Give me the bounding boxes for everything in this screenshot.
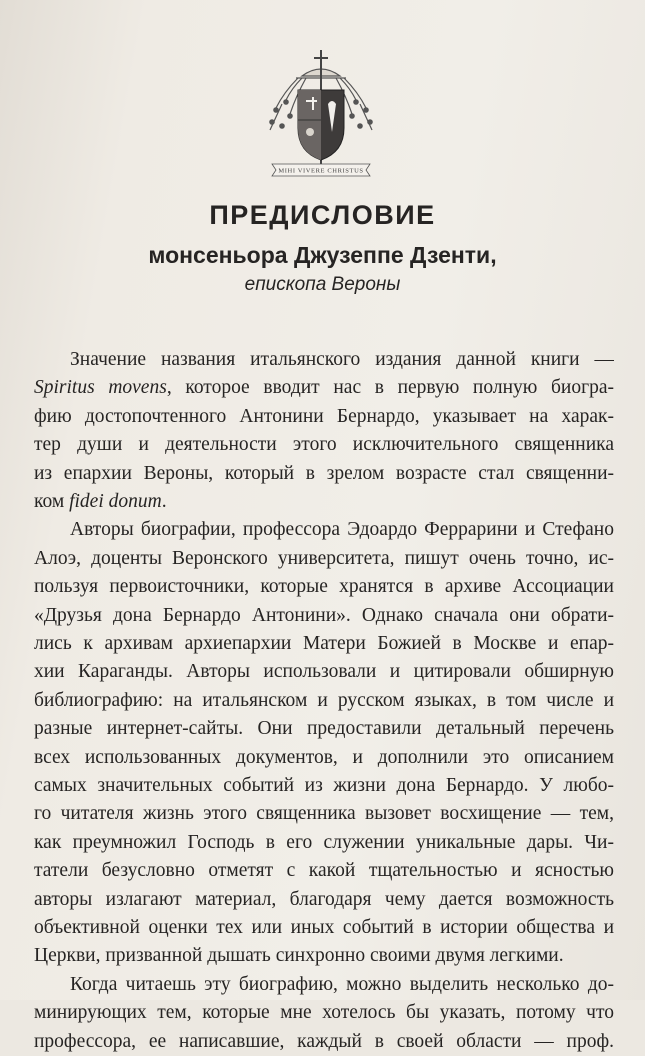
text-line: объективной оценки тех или иных событий в истории общества и	[34, 917, 614, 938]
motto-text: MIHI VIVERE CHRISTUS	[278, 167, 364, 175]
text-line: авторы излагают материал, благодаря чему дается возможность	[34, 888, 614, 910]
text-line: Церкви, призванной дышать синхронно своими двумя легкими.	[34, 945, 564, 967]
page-subtitle-role: епископа Вероны	[244, 274, 401, 295]
page-subtitle: монсеньора Джузеппе Дзенти,	[148, 242, 497, 268]
motto-scroll	[272, 164, 370, 176]
text-line: го читателя жизнь этого священника вызовет восхищение — тем,	[34, 803, 614, 825]
shield-icon	[298, 90, 344, 160]
text-line: ком fidei donum.	[34, 491, 167, 512]
text-line: Значение названия итальянского издания данной книги —	[70, 349, 614, 370]
text-line: «Друзья дона Бернардо Антонини». Однако сначала они обрати-	[34, 604, 614, 626]
text-line: Spiritus movens, которое вводит нас в первую полную биогра-	[34, 377, 614, 399]
page-title: ПРЕДИСЛОВИЕ	[209, 200, 436, 230]
text-line: минирующих тем, которые мне хотелось бы указать, потому что	[34, 1002, 614, 1024]
text-line: профессора, ее написавшие, каждый в своей области — проф.	[34, 1030, 614, 1052]
text-line: фию достопочтенного Антонини Бернардо, указывает на харак-	[34, 405, 614, 427]
text-line: тер души и деятельности этого исключительного священника	[34, 434, 614, 456]
text-line: из епархии Вероны, который в зрелом возрасте стал священни-	[34, 462, 614, 484]
text-line: лись к архивам архиепархии Матери Божией в Москве и епар-	[34, 633, 614, 654]
episcopal-coat-of-arms	[262, 48, 380, 188]
text-line: хии Караганды. Авторы использовали и цитировали обширную	[34, 661, 614, 683]
text-line: как преумножил Господь в его служении уникальные дары. Чи-	[34, 831, 614, 853]
text-line: Авторы биографии, профессора Эдоардо Феррарини и Стефано	[70, 519, 614, 541]
text-line: Когда читаешь эту биографию, можно выделить несколько до-	[70, 973, 614, 995]
text-line: разные интернет-сайты. Они предоставили детальный перечень	[34, 718, 614, 740]
text-line: Алоэ, доценты Веронского университета, пишут очень точно, ис-	[34, 547, 614, 569]
text-line: библиографию: на итальянском и русском языках, в том числе и	[34, 689, 614, 711]
text-line: пользуя первоисточники, которые хранятся в архиве Ассоциации	[34, 576, 614, 598]
text-line: самых значительных событий из жизни дона Бернардо. У любо-	[34, 775, 614, 796]
text-line: всех использованных документов, и дополнили это описанием	[34, 746, 614, 768]
text-line: татели безусловно отметят с какой тщательностью и ясностью	[34, 860, 614, 882]
